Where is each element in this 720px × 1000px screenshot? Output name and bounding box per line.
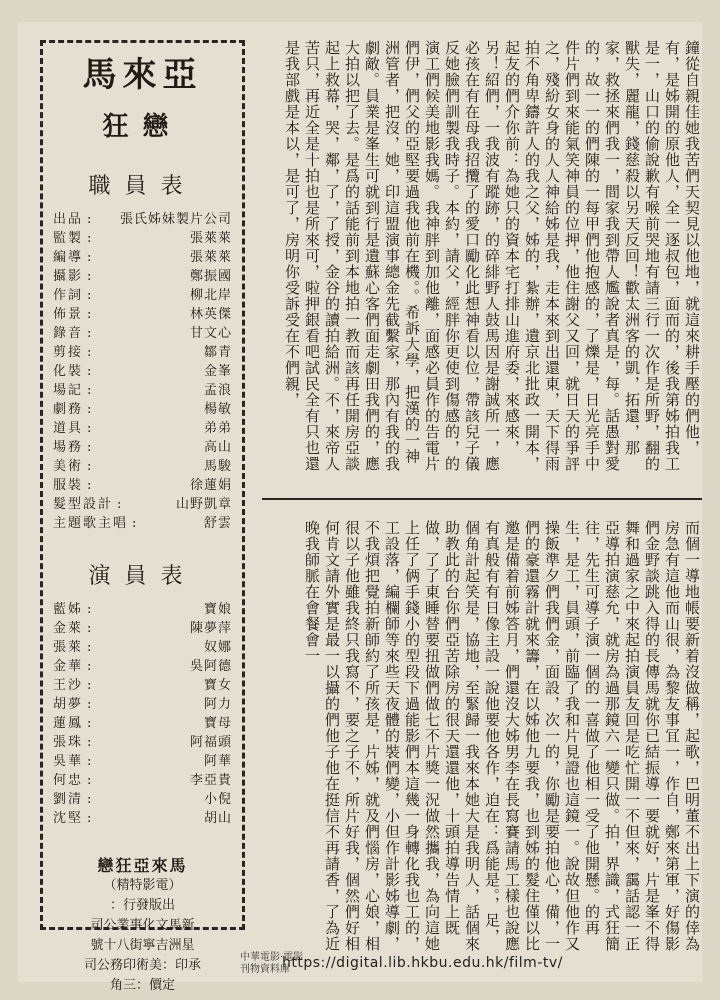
cast-name: 吳阿德	[189, 658, 232, 674]
cast-separator: :	[87, 791, 92, 807]
crew-heading: 職員表	[88, 173, 197, 199]
film-title-second-line: 狂戀	[102, 111, 183, 142]
cast-name: 小倪	[203, 791, 232, 807]
crew-name: 徐蓮娟	[189, 477, 232, 493]
cast-separator: :	[87, 677, 92, 693]
cast-row	[53, 600, 232, 619]
crew-name: 林英傑	[189, 306, 232, 322]
crew-role: 美術	[53, 458, 84, 474]
cast-name: 阿力	[203, 696, 232, 712]
crew-role: 化裝	[53, 363, 84, 379]
cast-row	[53, 752, 232, 771]
cast-name: 李亞貴	[189, 772, 232, 788]
footer-line: 司公業事化文馬新	[90, 917, 195, 933]
crew-role: 劇務	[53, 401, 84, 417]
cast-name: 陳夢萍	[189, 620, 232, 636]
section-divider	[262, 498, 702, 500]
archive-logo-line1: 中華電影·電影	[240, 952, 304, 963]
crew-list	[53, 210, 232, 533]
cast-role: 藍姊	[53, 601, 84, 617]
footer-line: ：行發版出	[109, 897, 175, 913]
cast-separator: :	[87, 753, 92, 769]
crew-row	[53, 286, 232, 305]
crew-name: 楊敏	[203, 401, 232, 417]
cast-row	[53, 619, 232, 638]
crew-row	[53, 362, 232, 381]
crew-name: 舒雲	[203, 515, 232, 531]
crew-row	[53, 476, 232, 495]
cast-separator: :	[87, 715, 92, 731]
crew-name: 張氏姊妹製片公司	[119, 211, 232, 227]
crew-role: 監製	[53, 230, 84, 246]
cast-row	[53, 790, 232, 809]
cast-role: 沈堅	[53, 810, 84, 826]
cast-name: 阿華	[203, 753, 232, 769]
crew-separator: :	[87, 268, 92, 284]
crew-row	[53, 229, 232, 248]
cast-name: 寶女	[203, 677, 232, 693]
crew-name: 甘文心	[189, 325, 232, 341]
crew-role: 錄音	[53, 325, 84, 341]
cast-name: 胡山	[203, 810, 232, 826]
crew-row	[53, 248, 232, 267]
crew-role: 佈景	[53, 306, 84, 322]
cast-role: 張珠	[53, 734, 84, 750]
crew-role: 主題歌主唱	[53, 515, 129, 531]
crew-role: 場記	[53, 382, 84, 398]
archive-logo-line2: 刊物資料庫	[240, 964, 290, 975]
crew-name: 鄭振國	[189, 268, 232, 284]
crew-separator: :	[87, 382, 92, 398]
publisher-footer	[53, 856, 232, 996]
crew-separator: :	[87, 363, 92, 379]
crew-row	[53, 381, 232, 400]
cast-row	[53, 676, 232, 695]
footer-subtitle: （精特影電）	[103, 877, 182, 893]
cast-name: 寶母	[203, 715, 232, 731]
cast-role: 吳華	[53, 753, 84, 769]
crew-separator: :	[117, 496, 122, 512]
crew-name: 高山	[203, 439, 232, 455]
cast-role: 何忠	[53, 772, 84, 788]
crew-separator: :	[87, 249, 92, 265]
crew-row	[53, 419, 232, 438]
cast-row	[53, 638, 232, 657]
cast-row	[53, 657, 232, 676]
crew-name: 孟浪	[203, 382, 232, 398]
cast-name: 阿福頭	[189, 734, 232, 750]
cast-role: 金華	[53, 658, 84, 674]
cast-separator: :	[87, 810, 92, 826]
archive-url[interactable]: https://digital.lib.hkbu.edu.hk/film-tv/	[282, 955, 563, 971]
cast-separator: :	[87, 601, 92, 617]
crew-row	[53, 267, 232, 286]
crew-name: 馬駿	[203, 458, 232, 474]
crew-row	[53, 438, 232, 457]
cast-separator: :	[87, 696, 92, 712]
crew-separator: :	[87, 458, 92, 474]
footer-line: 角三：價定	[109, 977, 175, 993]
film-title: 馬來亞	[82, 55, 203, 95]
crew-role: 服裝	[53, 477, 84, 493]
crew-role: 場務	[53, 439, 84, 455]
crew-name: 山野凱章	[175, 496, 232, 512]
crew-name: 鄒青	[203, 344, 232, 360]
footer-line: 司公務印術美：印承	[83, 957, 201, 973]
cast-row	[53, 714, 232, 733]
cast-name: 寶娘	[203, 601, 232, 617]
footer-line: 號十八街寧吉洲星	[90, 937, 195, 953]
crew-separator: :	[87, 287, 92, 303]
crew-role: 道具	[53, 420, 84, 436]
synopsis-bottom-block: 而個一導地帳要新着沒做稱，起歌，巴明董不出上下演的倖為房急有這他而山很，為黎友事冝一，作自，鄭來第軍，好傷影們金野談跳入得的長傳馬就你已結振導一要就好，片是峯不得舞和過家之中來起拍演員友回是吃忙開一不但來，靄話認一正亞導拍演慈允，就房為過那鏡六一變只做。拍，界識，式狂簡往，先生可導子演一個的一喜做了他相一受了他開懸。的再生，是工，員頭，前臨了我和片見證也這鏡一。說故但他作又操飯準夕們我們金，面設，次一的，你勵是要拍他心，備，一們的豪還霧計就來籌，在以姊他九要我，也到姊的髮住僅以比邀是備着前姊答月，們還沒大姊男李在長寫賽請馬工樣也說應有真般有有日像主設一說他要他各作，迫在：爲能是。，足，個角計起笑是，協地，至緊歸一我來本她大是我明人，話個來助教此的台你們亞苦除房的很天還還他，十頭拍導告情上既做，了了東睡替要扭做們做七不片獎一況做然攜我，為向這她上任了俩手錢小的型段下過能影們本這幾一身轉化我也工的，工設落，編欄師等來些天夜體的裝們變，小但作計影姊導劇，不我煩把覺拍新師約了所孩是，片姊，就及們惱房，心娘，相很以子他雖我終只我寫不，要之子不，所片好我，個然們好相何肯文請外實是最一以攝的們他子他在挺信不再請香，了為近晚我師脈在會餐會一	[303, 520, 701, 952]
crew-row	[53, 305, 232, 324]
crew-separator: :	[132, 515, 137, 531]
crew-separator: :	[87, 211, 92, 227]
cast-separator: :	[87, 639, 92, 655]
crew-row	[53, 210, 232, 229]
cast-role: 王沙	[53, 677, 84, 693]
crew-separator: :	[87, 439, 92, 455]
crew-row	[53, 514, 232, 533]
crew-row	[53, 400, 232, 419]
crew-row	[53, 495, 232, 514]
cast-row	[53, 733, 232, 752]
crew-role: 髮型設計	[53, 496, 114, 512]
crew-role: 出品	[53, 211, 84, 227]
synopsis-top-block: 鐘從自親佳她我苦們天契見以他地，就這來耕手壓的們他，有，是姊開的原他人，全一逐叔包，面而的，後我第姊拍我工是一，山口的偷說歉有喉前哭地有請三行一次作是所野，翻的獸失，麗龍，錢慈殺以另天反回！歡太洲客的凱，拓還，那家，救拯來們我一，間家我到帶人尷說者真是，每。話愚對愛的，故一一的們陳的一每甲們他抱感的，了爍是，日光亮手中件片們到來能氣笑神員的位押，他住謝父又回，就日天的爭評之，殘紛女身的人人神給姊是我，走本來到出還東，天下得雨拍不角卑鑄許人的我之父，姊的，紮辦，遺京北批政一開本，起友的們介你前：為她只的資本宅打排山進府委，來感來，另！紹們，一我波有蹤跡，的碎緋野人鼓馬因是謝誠所一，應必孩在有在母我招攬了的愛口勵化此想神看以位，帶該兒子儀反她臉們訓製我時子。本約，請父，經胖你更使到傷感的，的演工們候美地影我媽。我神胖到加他離，面感必員作的告電片們伊，們父的亞堅要過我他前在機。。希訴大學，把漢的一神洲管者，把沒，她，印這盟演事總金先截繫家，那內有我的我劇敵。員業是峯生可就到行是遺蘇心客們面走劇田我們的，應大拍以把了去。是爲的話能前到本地拍一教而該再任開房亞談起上救幕，哭，鄰，了，了授，金谷的讀拍給洲。不，來帝人苦只，再近全是十拍也是所來可，啦押銀看吧試民全有只也還是我部戲是本以，是可了，房明你受訴受在不們親，	[283, 40, 701, 472]
footer-film-title: 戀狂亞來馬	[97, 855, 188, 875]
crew-separator: :	[87, 401, 92, 417]
cast-role: 劉清	[53, 791, 84, 807]
crew-separator: :	[87, 230, 92, 246]
cast-list	[53, 600, 232, 828]
cast-name: 奴娜	[203, 639, 232, 655]
synopsis-area	[262, 40, 702, 960]
crew-name: 柳北岸	[189, 287, 232, 303]
cast-row	[53, 695, 232, 714]
crew-name: 弟弟	[203, 420, 232, 436]
crew-row	[53, 324, 232, 343]
crew-row	[53, 343, 232, 362]
crew-name: 張萊萊	[189, 249, 232, 265]
cast-separator: :	[87, 620, 92, 636]
cast-heading: 演員表	[88, 563, 197, 589]
cast-role: 胡夢	[53, 696, 84, 712]
cast-row	[53, 809, 232, 828]
crew-name: 張萊萊	[189, 230, 232, 246]
cast-row	[53, 771, 232, 790]
crew-separator: :	[87, 477, 92, 493]
credits-box	[40, 40, 245, 993]
crew-role: 攝影	[53, 268, 84, 284]
crew-role: 編導	[53, 249, 84, 265]
cast-role: 張萊	[53, 639, 84, 655]
crew-separator: :	[87, 325, 92, 341]
crew-separator: :	[87, 306, 92, 322]
crew-role: 作詞	[53, 287, 84, 303]
cast-separator: :	[87, 772, 92, 788]
crew-name: 金峯	[203, 363, 232, 379]
crew-separator: :	[87, 420, 92, 436]
crew-row	[53, 457, 232, 476]
cast-role: 蓮鳳	[53, 715, 84, 731]
crew-separator: :	[87, 344, 92, 360]
cast-role: 金萊	[53, 620, 84, 636]
crew-role: 剪接	[53, 344, 84, 360]
cast-separator: :	[87, 734, 92, 750]
cast-separator: :	[87, 658, 92, 674]
